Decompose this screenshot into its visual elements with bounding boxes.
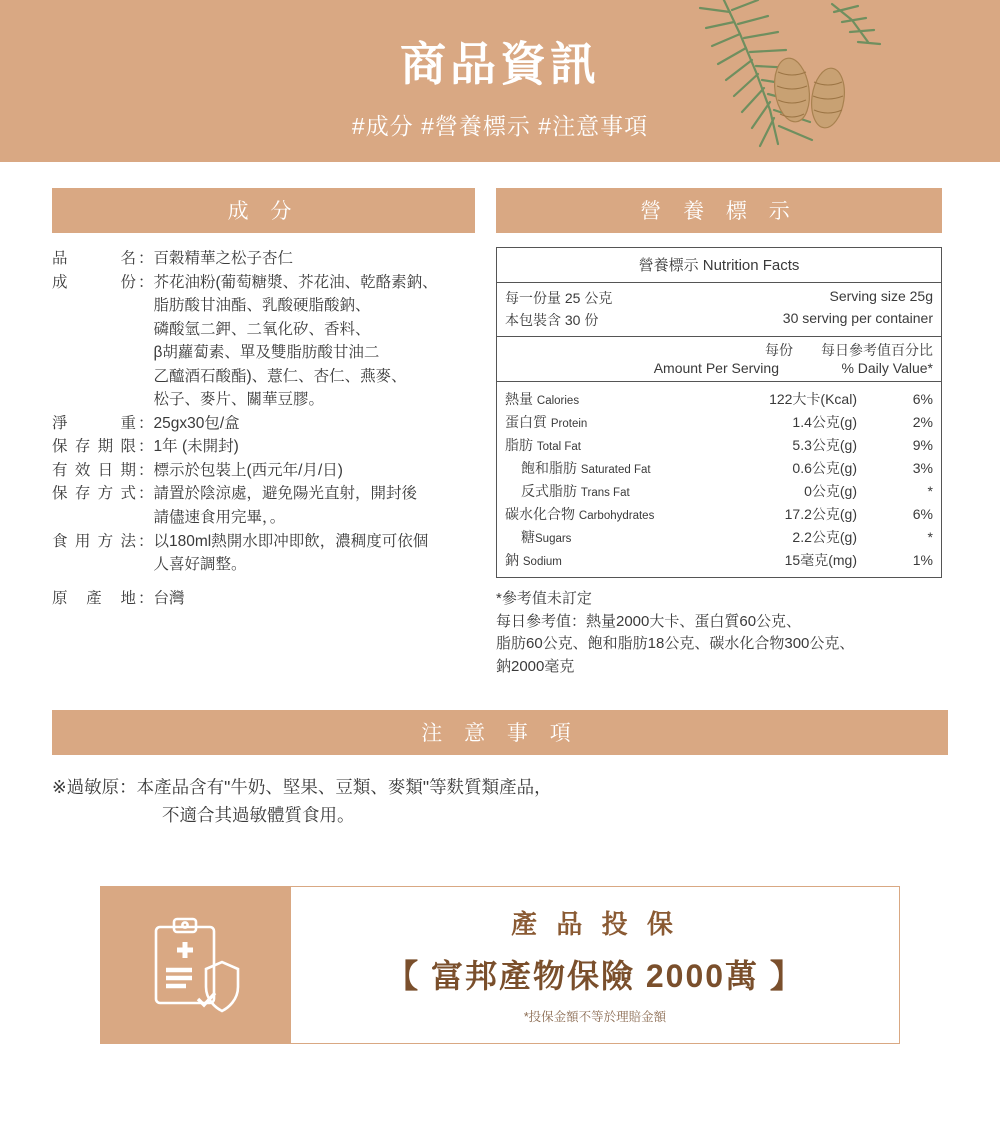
column-header-amount: Amount Per Serving [653,360,779,376]
nutrient-amount: 5.3公克(g) [792,436,857,453]
row-colon: ： [138,589,154,607]
insurance-title: 產 品 投 保 [511,909,679,940]
insurance-text-cell [291,887,899,1043]
row-value: 1年 (未開封) [153,438,239,456]
nutrient-name: 脂肪 Total Fat [505,436,581,453]
nutrient-name: 碳水化合物 Carbohydrates [505,505,655,522]
nutrient-daily-value: 1% [912,551,933,568]
row-label: 品 名 [52,250,136,267]
row-value-line: 請儘速食用完畢，。 [153,509,286,527]
serving-size-row [497,287,941,309]
column-header-zh: 每份 每日參考值百分比 [765,342,933,358]
table-row [52,459,475,483]
row-colon: ： [138,250,154,267]
row-label: 原 產 地 [52,589,136,607]
nutrition-footnotes [496,588,942,678]
nutrient-amount: 0.6公克(g) [792,459,857,476]
ingredients-table [52,247,475,610]
allergen-line-2: 不適合其過敏體質食用。 [162,805,355,826]
nutrition-column-headers [497,337,941,382]
row-value-line: 人喜好調整。 [153,556,247,574]
row-value: 25gx30包/盒 [153,414,240,432]
nutrition-row [497,525,941,548]
row-value-line: 磷酸氫二鉀、二氧化矽、香料、 [153,320,371,338]
footnote-line: 鈉2000毫克 [496,657,575,675]
table-row [52,271,475,412]
insurance-disclaimer: *投保金額不等於理賠金額 [523,1010,667,1025]
insurance-policy: 【 富邦產物保險 2000萬 】 [386,958,804,995]
row-colon: ： [138,485,154,503]
nutrient-amount: 15毫克(mg) [784,551,857,568]
row-label: 保存方式 [52,485,136,503]
row-value: 標示於包裝上(西元年/月/日) [153,461,343,479]
nutrition-row [497,479,941,502]
clipboard-shield-icon [144,915,248,1015]
nutrition-row [497,456,941,479]
servings-per-container-row [497,309,941,331]
serving-size-en: Serving size 25g [829,288,933,304]
nutrition-row [497,548,941,571]
nutrient-daily-value: 6% [912,505,933,522]
nutrient-amount: 122大卡(Kcal) [769,390,857,407]
row-value-line: 以180ml熱開水即冲即飲，濃稠度可依個 [153,532,429,550]
nutrition-facts-table [496,247,942,578]
table-row [52,435,475,459]
banner-hashtags: #成分 #營養標示 #注意事項 [351,113,649,139]
nutrition-row [497,410,941,433]
nutrient-daily-value: 2% [912,413,933,430]
row-value [154,530,475,577]
nutrition-items [497,382,941,577]
nutrition-facts-title: 營養標示 Nutrition Facts [497,248,941,283]
table-row [52,247,475,271]
table-row [52,587,475,611]
serving-size-zh: 每一份量 25 公克 [505,290,613,306]
ingredients-column [52,188,475,678]
nutrient-daily-value: 6% [912,390,933,407]
nutrient-amount: 1.4公克(g) [792,413,857,430]
row-value [154,271,475,412]
notice-heading: 注 意 事 項 [52,710,948,755]
row-colon: ： [138,273,154,291]
nutrient-daily-value: * [927,528,933,545]
row-label: 保存期限 [52,438,136,456]
pine-branch-icon [682,0,892,162]
row-value: 百穀精華之松子杏仁 [153,250,294,267]
row-label: 成 份 [52,273,136,291]
row-value-line: β胡蘿蔔素、單及雙脂肪酸甘油二 [153,344,380,362]
row-colon: ： [138,414,154,432]
row-value-line: 乙醯酒石酸酯)、薏仁、杏仁、燕麥、 [153,367,407,385]
row-label: 食用方法 [52,532,136,550]
footnote-line: 脂肪60公克、飽和脂肪18公克、碳水化合物300公克、 [496,635,855,652]
row-value-line: 芥花油粉(葡萄糖漿、芥花油、乾酪素鈉、 [153,273,438,291]
page-title: 商品資訊 [400,38,600,90]
table-row [52,412,475,436]
row-value: 台灣 [153,589,185,607]
serving-info [497,283,941,337]
nutrient-amount: 17.2公克(g) [784,505,857,522]
ingredients-heading: 成 分 [52,188,475,233]
info-columns [0,188,1000,678]
nutrient-daily-value: * [927,482,933,499]
row-label: 有效日期 [52,461,136,479]
row-value-line: 松子、麥片、關華豆膠。 [153,391,325,409]
nutrition-row [497,433,941,456]
row-value-line: 脂肪酸甘油酯、乳酸硬脂酸鈉、 [153,297,371,315]
footnote-line: *參考值未訂定 [496,590,592,607]
nutrient-daily-value: 9% [912,436,933,453]
nutrition-row [497,387,941,410]
table-row [52,530,475,577]
row-value-line: 請置於陰涼處，避免陽光直射，開封後 [153,485,418,503]
row-colon: ： [138,532,154,550]
row-value [154,482,475,529]
nutrition-column [496,188,942,678]
nutrient-name: 鈉 Sodium [505,551,562,568]
nutrient-name: 糖Sugars [521,528,572,545]
page-banner [0,0,1000,162]
row-label: 淨 重 [52,414,136,432]
servings-en: 30 serving per container [782,310,933,326]
nutrient-daily-value: 3% [912,459,933,476]
nutrient-name: 熱量 Calories [505,390,580,407]
insurance-icon-cell [101,887,291,1043]
allergen-line-1: ※過敏原：本產品含有"牛奶、堅果、豆類、麥類"等麩質類產品， [52,777,552,797]
row-colon: ： [138,461,154,479]
insurance-box [100,886,900,1044]
nutrition-row [497,502,941,525]
nutrient-name: 飽和脂肪 Saturated Fat [521,459,651,476]
nutrient-name: 蛋白質 Protein [505,413,588,430]
nutrition-heading: 營 養 標 示 [496,188,942,233]
servings-zh: 本包裝含 30 份 [505,312,599,328]
nutrient-amount: 2.2公克(g) [792,528,857,545]
column-header-dv: % Daily Value* [841,360,933,376]
table-row [52,482,475,529]
nutrient-name: 反式脂肪 Trans Fat [521,482,630,499]
nutrient-amount: 0公克(g) [804,482,857,499]
row-colon: ： [138,438,154,456]
footnote-line: 每日參考值：熱量2000大卡、蛋白質60公克、 [496,612,802,630]
notice-body [52,773,948,830]
